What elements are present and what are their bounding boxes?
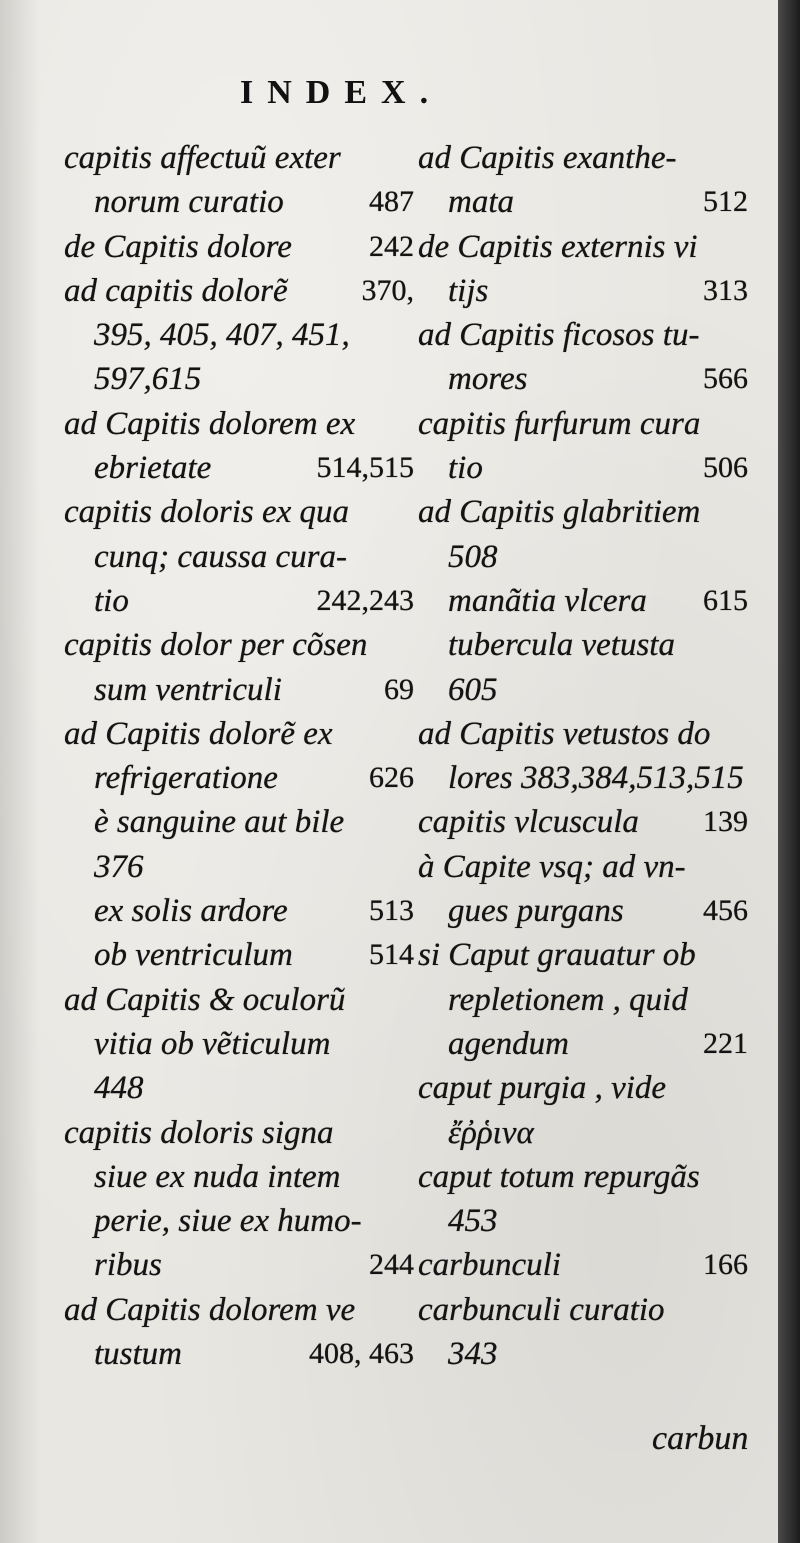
index-entry-text: è sanguine aut bile — [94, 804, 345, 841]
index-entry-text: ad capitis dolorẽ — [64, 272, 288, 309]
index-entry-page-number: 370, — [361, 273, 414, 307]
index-entry — [64, 1022, 414, 1066]
index-entry — [64, 668, 414, 712]
index-entry — [418, 579, 748, 623]
index-entry — [64, 402, 414, 446]
index-column-right — [418, 136, 748, 1376]
index-entry — [64, 1243, 414, 1287]
index-entry-page-number: 221 — [703, 1026, 748, 1060]
index-entry-text: à Capite vsq; ad vn- — [418, 848, 686, 885]
index-entry — [64, 136, 414, 180]
index-entry-text: manãtia vlcera — [448, 582, 647, 619]
index-entry — [418, 357, 748, 401]
index-entry-text: tubercula vetusta — [448, 627, 675, 664]
index-entry — [418, 800, 748, 844]
index-entry — [418, 535, 748, 579]
index-entry — [418, 978, 748, 1022]
index-entry-text: ad Capitis ficosos tu- — [418, 317, 700, 354]
catchword: carbun — [652, 1420, 749, 1457]
index-entry-text: caput totum repurgãs — [418, 1158, 700, 1195]
index-entry-page-number: 513 — [369, 894, 414, 928]
index-entry-page-number: 69 — [384, 672, 414, 706]
index-entry — [64, 978, 414, 1022]
index-entry-text: ad Capitis & oculorũ — [64, 981, 346, 1018]
index-entry-text: caput purgia , vide — [418, 1070, 667, 1107]
index-entry-text: ad Capitis glabritiem — [418, 494, 701, 531]
index-entry — [64, 933, 414, 977]
index-entry-page-number: 242 — [369, 229, 414, 263]
index-entry-text: si Caput grauatur ob — [418, 937, 696, 974]
index-entry-text: repletionem , quid — [448, 981, 688, 1018]
index-entry-text: perie, siue ex humo- — [94, 1203, 362, 1240]
index-entry-text: lores 383,384,513,515 — [448, 760, 744, 797]
index-entry-text: capitis doloris ex qua — [64, 494, 350, 531]
index-entry-page-number: 313 — [703, 273, 748, 307]
index-entry-text: 605 — [448, 671, 498, 708]
index-entry — [64, 535, 414, 579]
index-entry-text: refrigeratione — [94, 760, 278, 797]
index-entry-text: 508 — [448, 538, 498, 575]
index-entry — [64, 623, 414, 667]
index-entry — [418, 1199, 748, 1243]
index-entry — [64, 1288, 414, 1332]
index-entry — [418, 845, 748, 889]
page-edge-shadow — [778, 0, 800, 1543]
index-entry-text: siue ex nuda intem — [94, 1158, 341, 1195]
index-entry-text: de Capitis dolore — [64, 228, 292, 265]
index-entry-page-number: 139 — [703, 805, 748, 839]
index-entry — [418, 269, 748, 313]
index-entry — [64, 1199, 414, 1243]
index-entry — [64, 756, 414, 800]
index-entry-page-number: 626 — [369, 761, 414, 795]
index-entry-page-number: 408, 463 — [309, 1337, 414, 1371]
index-entry-text: ἔῤῥινα — [448, 1114, 534, 1151]
index-entry-page-number: 456 — [703, 894, 748, 928]
index-entry-text: carbunculi — [418, 1247, 561, 1284]
index-entry — [64, 357, 414, 401]
index-entry-text: 453 — [448, 1203, 498, 1240]
index-entry-text: ad Capitis vetustos do — [418, 715, 711, 752]
index-entry-text: cunq; caussa cura- — [94, 538, 347, 575]
index-entry — [64, 1066, 414, 1110]
index-entry — [418, 313, 748, 357]
index-entry-text: capitis vlcuscula — [418, 804, 639, 841]
index-entry — [64, 225, 414, 269]
index-entry — [418, 136, 748, 180]
index-entry-page-number: 242,243 — [316, 583, 414, 617]
index-entry — [418, 889, 748, 933]
index-entry — [64, 313, 414, 357]
index-entry-text: ribus — [94, 1247, 162, 1284]
index-entry-text: ebrietate — [94, 450, 212, 487]
index-entry-text: 448 — [94, 1070, 144, 1107]
index-entry — [418, 1066, 748, 1110]
index-entry — [418, 402, 748, 446]
index-entry — [64, 446, 414, 490]
index-entry — [418, 712, 748, 756]
index-entry — [418, 1022, 748, 1066]
index-entry-text: capitis furfurum cura — [418, 405, 701, 442]
index-entry — [64, 269, 414, 313]
index-entry-text: ad Capitis dolorem ve — [64, 1291, 356, 1328]
index-column-left — [64, 136, 414, 1376]
index-entry-text: agendum — [448, 1025, 569, 1062]
index-entry-page-number: 487 — [369, 185, 414, 219]
gutter-shadow — [0, 0, 40, 1543]
index-entry-text: mata — [448, 184, 514, 221]
index-entry-page-number: 166 — [703, 1248, 748, 1282]
index-entry — [418, 1155, 748, 1199]
index-entry — [418, 180, 748, 224]
index-entry-text: capitis dolor per cõsen — [64, 627, 368, 664]
index-entry-text: 395, 405, 407, 451, — [94, 317, 350, 354]
index-entry-text: gues purgans — [448, 893, 624, 930]
index-entry-text: ob ventriculum — [94, 937, 293, 974]
index-entry — [64, 1332, 414, 1376]
index-entry-page-number: 512 — [703, 185, 748, 219]
index-entry-text: 376 — [94, 848, 144, 885]
index-entry — [64, 579, 414, 623]
index-entry — [418, 1288, 748, 1332]
index-entry-page-number: 506 — [703, 451, 748, 485]
index-entry-text: 597,615 — [94, 361, 202, 398]
index-entry-text: tio — [448, 450, 483, 487]
index-entry-text: capitis affectuũ exter — [64, 140, 341, 176]
index-entry-page-number: 514,515 — [316, 451, 414, 485]
index-entry — [64, 845, 414, 889]
index-entry — [418, 1243, 748, 1287]
index-entry-text: mores — [448, 361, 528, 398]
index-entry-text: ad Capitis dolorem ex — [64, 405, 356, 442]
index-entry — [418, 623, 748, 667]
index-entry-text: ad Capitis dolorẽ ex — [64, 715, 333, 752]
index-entry — [64, 1155, 414, 1199]
index-entry-page-number: 514 — [369, 938, 414, 972]
index-entry — [64, 1111, 414, 1155]
index-entry-text: de Capitis externis vi — [418, 228, 698, 265]
index-entry — [64, 712, 414, 756]
index-entry-text: tio — [94, 582, 129, 619]
index-entry — [418, 1111, 748, 1155]
index-entry-text: norum curatio — [94, 184, 284, 221]
index-entry — [418, 756, 748, 800]
index-entry-text: ad Capitis exanthe- — [418, 140, 677, 176]
index-entry — [418, 933, 748, 977]
index-entry-text: sum ventriculi — [94, 671, 282, 708]
index-entry-page-number: 566 — [703, 362, 748, 396]
index-entry — [64, 490, 414, 534]
index-entry — [418, 668, 748, 712]
index-entry-text: ex solis ardore — [94, 893, 288, 930]
index-entry-text: tustum — [94, 1336, 183, 1373]
index-entry — [418, 1332, 748, 1376]
index-entry-page-number: 615 — [703, 583, 748, 617]
index-entry-text: tijs — [448, 272, 489, 309]
index-entry — [64, 800, 414, 844]
index-entry — [64, 180, 414, 224]
index-entry — [418, 490, 748, 534]
index-entry-page-number: 244 — [369, 1248, 414, 1282]
index-entry — [418, 225, 748, 269]
index-entry-text: carbunculi curatio — [418, 1291, 665, 1328]
page-header: INDEX. — [240, 74, 443, 111]
index-entry — [64, 889, 414, 933]
index-entry-text: 343 — [448, 1336, 498, 1373]
index-entry-text: vitia ob vẽticulum — [94, 1025, 331, 1062]
index-entry — [418, 446, 748, 490]
index-entry-text: capitis doloris signa — [64, 1114, 334, 1151]
